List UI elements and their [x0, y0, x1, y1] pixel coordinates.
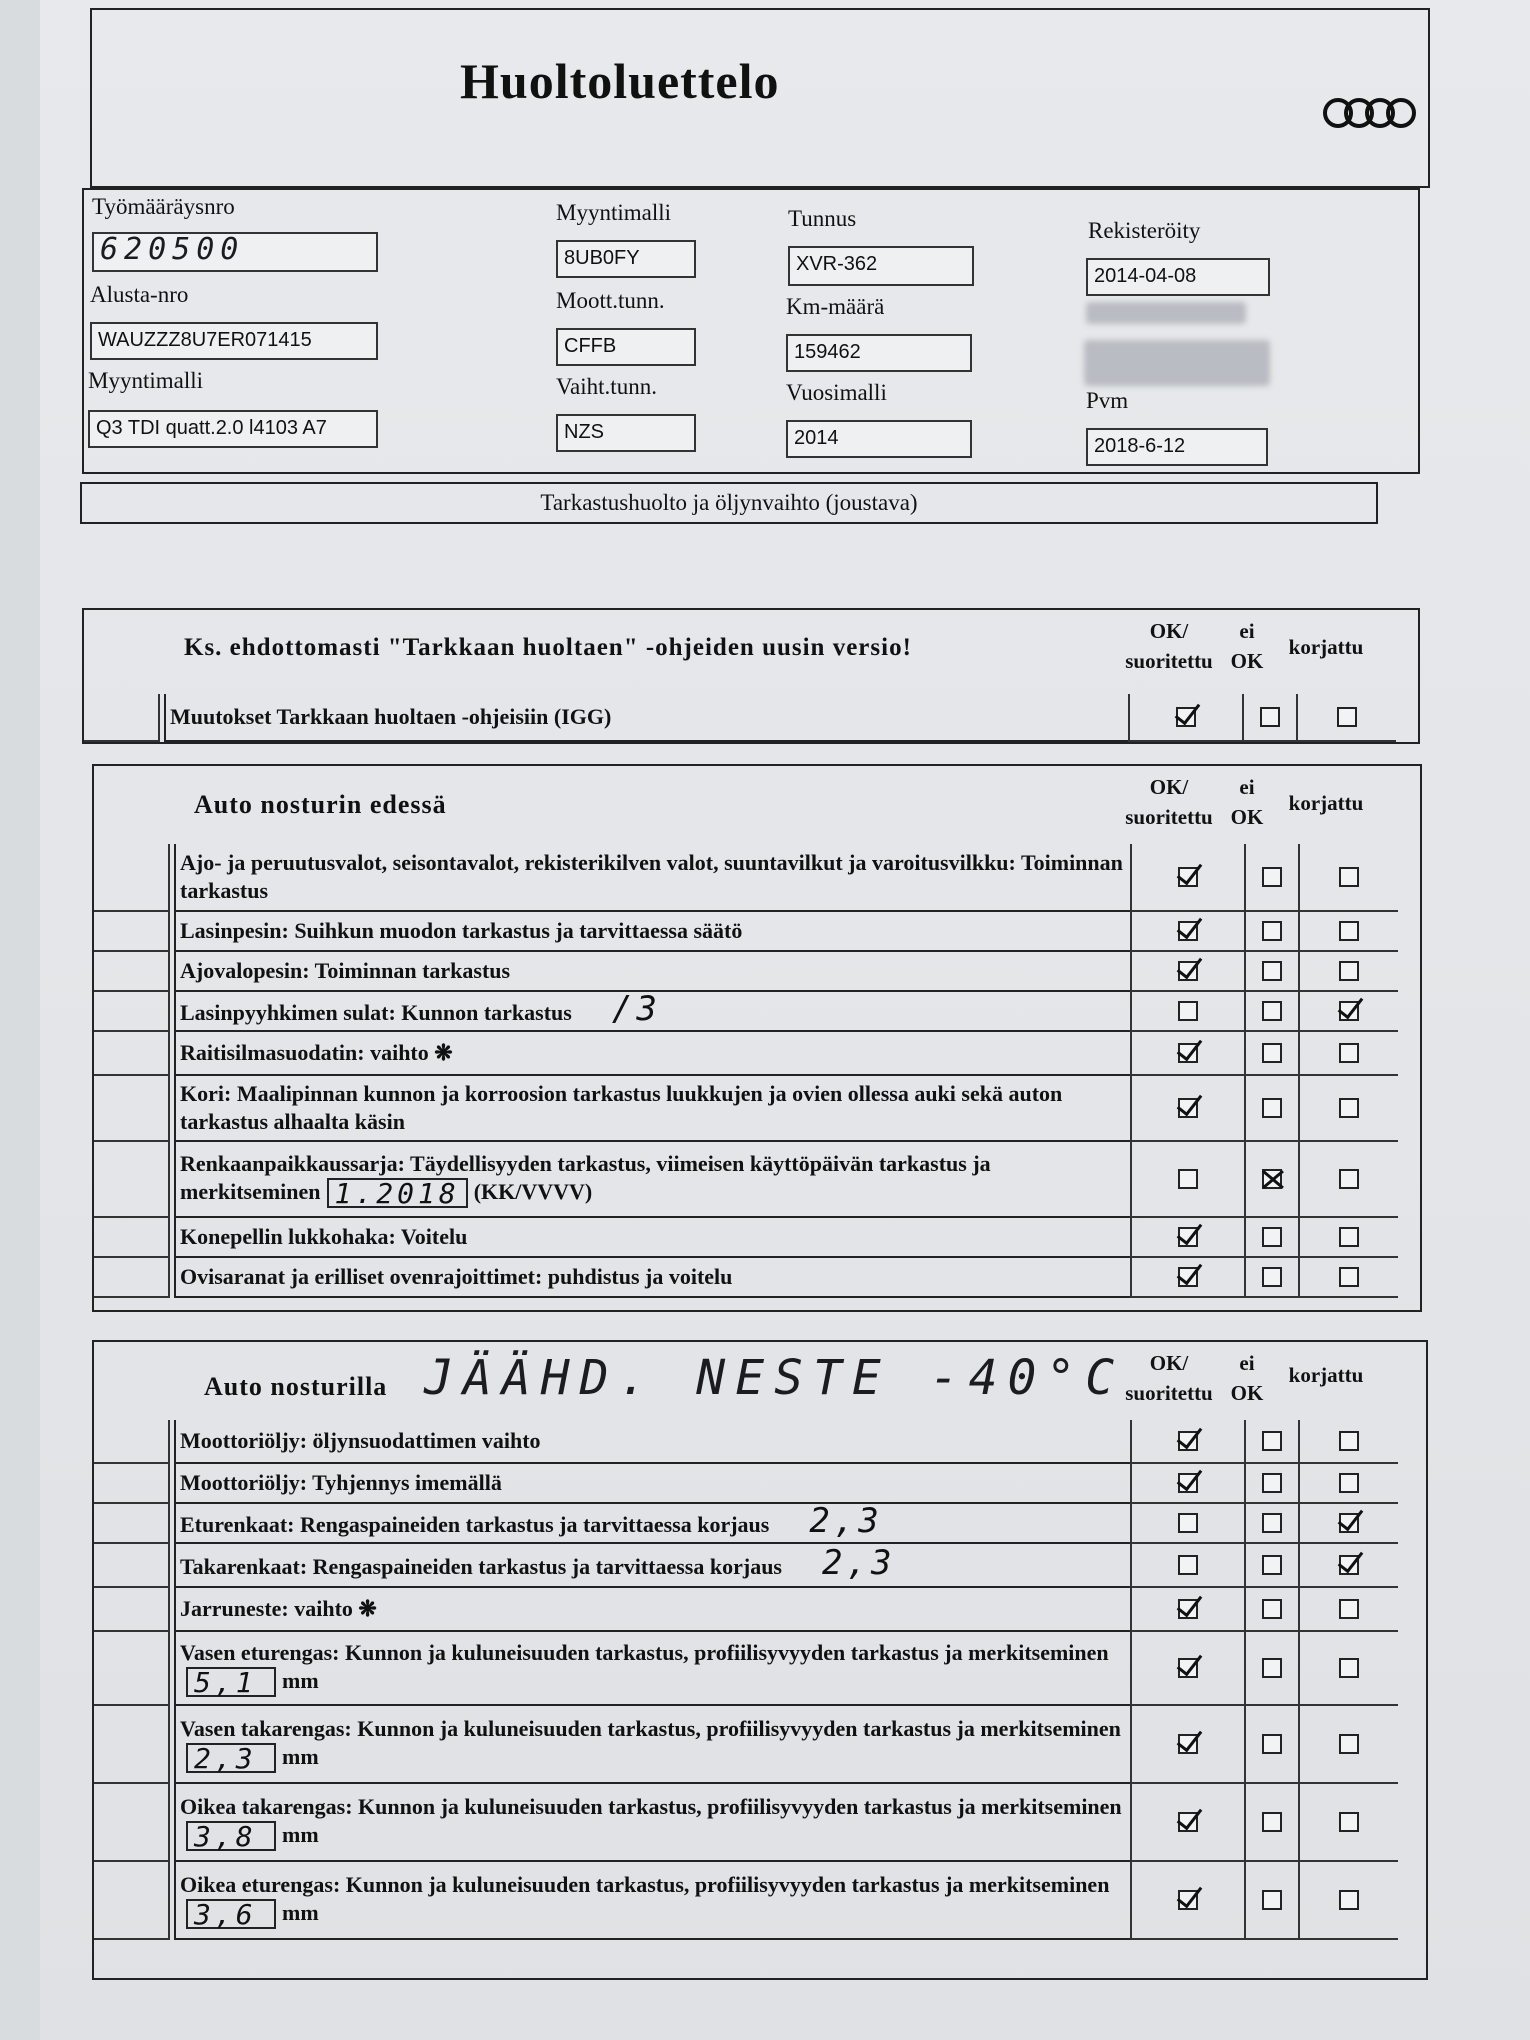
- korjattu-checkbox[interactable]: [1339, 1555, 1359, 1575]
- ei-ok-checkbox[interactable]: [1262, 1555, 1282, 1575]
- ok-checkbox[interactable]: [1178, 1043, 1198, 1063]
- col-ei-ok-header: ei OK: [1230, 1351, 1264, 1405]
- korjattu-checkbox[interactable]: [1339, 1267, 1359, 1287]
- ok-checkbox[interactable]: [1178, 961, 1198, 981]
- ei-ok-checkbox[interactable]: [1262, 1473, 1282, 1493]
- rekisteroity-label: Rekisteröity: [1088, 218, 1201, 243]
- ei-ok-checkbox[interactable]: [1262, 1001, 1282, 1021]
- service-sheet: [40, 0, 1530, 2040]
- moott-tunn-label: Moott.tunn.: [556, 288, 665, 313]
- checklist-row: [94, 952, 1420, 992]
- ei-ok-checkbox[interactable]: [1262, 867, 1282, 887]
- ok-checkbox[interactable]: [1178, 1431, 1198, 1451]
- row-text: Kori: Maalipinnan kunnon ja korroosion tarkastus luukkujen ja ovien ollessa auki sekä auton tarkastus alhaalta käsin: [174, 1076, 1130, 1142]
- ei-ok-checkbox[interactable]: [1262, 1734, 1282, 1754]
- row-text: Takarenkaat: Rengaspaineiden tarkastus ja tarvittaessa korjaus 2,3: [174, 1544, 1130, 1588]
- handwritten-note: JÄÄHD. NESTE -40°C: [424, 1350, 1125, 1406]
- section-heading: Ks. ehdottomasti "Tarkkaan huoltaen" -ohjeiden uusin versio!: [184, 634, 912, 661]
- ok-checkbox[interactable]: [1178, 1812, 1198, 1832]
- km-maara-value: 159462: [786, 334, 972, 372]
- unit-label: mm: [282, 1899, 319, 1925]
- korjattu-checkbox[interactable]: [1339, 1734, 1359, 1754]
- handwritten-note: /3: [611, 989, 661, 1029]
- ei-ok-checkbox[interactable]: [1262, 1431, 1282, 1451]
- ok-checkbox[interactable]: [1178, 1555, 1198, 1575]
- col-ok-header: OK/ suoritettu: [1125, 1351, 1213, 1405]
- ok-checkbox[interactable]: [1176, 707, 1196, 727]
- tyomaaraysnro-label: Työmääräysnro: [92, 194, 235, 219]
- tunnus-label: Tunnus: [788, 206, 857, 231]
- row-text: Ovisaranat ja erilliset ovenrajoittimet: puhdistus ja voitelu: [174, 1258, 1130, 1298]
- checklist-row: [94, 844, 1420, 912]
- pvm-label: Pvm: [1086, 388, 1129, 413]
- row-text: Moottoriöljy: öljynsuodattimen vaihto: [174, 1420, 1130, 1464]
- checklist-row: [94, 1420, 1420, 1464]
- ok-checkbox[interactable]: [1178, 921, 1198, 941]
- ok-checkbox[interactable]: [1178, 1098, 1198, 1118]
- row-text: Oikea eturengas: Kunnon ja kuluneisuuden tarkastus, profiilisyvyyden tarkastus ja merkitseminen3,6 mm: [174, 1862, 1130, 1940]
- korjattu-checkbox[interactable]: [1337, 707, 1357, 727]
- ok-checkbox[interactable]: [1178, 1169, 1198, 1189]
- ei-ok-checkbox[interactable]: [1260, 707, 1280, 727]
- handwritten-value-box: 3,6: [186, 1899, 276, 1929]
- korjattu-checkbox[interactable]: [1339, 1169, 1359, 1189]
- row-text: Jarruneste: vaihto ❋: [174, 1588, 1130, 1632]
- ok-checkbox[interactable]: [1178, 1473, 1198, 1493]
- vuosimalli-label: Vuosimalli: [786, 380, 887, 405]
- row-text: Lasinpyyhkimen sulat: Kunnon tarkastus /3: [174, 992, 1130, 1032]
- ei-ok-checkbox[interactable]: [1262, 1812, 1282, 1832]
- row-text: Ajo- ja peruutusvalot, seisontavalot, rekisterikilven valot, suuntavilkut ja varoitusvilkku: Toiminnan tarkastus: [174, 844, 1130, 912]
- korjattu-checkbox[interactable]: [1339, 1043, 1359, 1063]
- row-text: Konepellin lukkohaka: Voitelu: [174, 1218, 1130, 1258]
- checklist-row: [94, 912, 1420, 952]
- alusta-nro-label: Alusta-nro: [90, 282, 189, 307]
- tyomaaraysnro-value: 620500: [92, 232, 378, 272]
- row-text: Ajovalopesin: Toiminnan tarkastus: [174, 952, 1130, 992]
- km-maara-label: Km-määrä: [786, 294, 885, 319]
- row-text: Oikea takarengas: Kunnon ja kuluneisuuden tarkastus, profiilisyvyyden tarkastus ja merkitseminen3,8 mm: [174, 1784, 1130, 1862]
- row-text: Muutokset Tarkkaan huoltaen -ohjeisiin (IGG): [164, 694, 1128, 742]
- myyntimalli-label: Myyntimalli: [88, 368, 203, 393]
- korjattu-checkbox[interactable]: [1339, 1513, 1359, 1533]
- ei-ok-checkbox[interactable]: [1262, 1890, 1282, 1910]
- checklist-row: [94, 1862, 1420, 1940]
- col-ei-ok-header: ei OK: [1230, 775, 1264, 829]
- ei-ok-checkbox[interactable]: [1262, 1513, 1282, 1533]
- korjattu-checkbox[interactable]: [1339, 1098, 1359, 1118]
- checklist-row: [94, 1142, 1420, 1218]
- ok-checkbox[interactable]: [1178, 1513, 1198, 1533]
- unit-label: mm: [282, 1667, 319, 1693]
- moott-tunn-value: CFFB: [556, 328, 696, 366]
- ok-checkbox[interactable]: [1178, 1890, 1198, 1910]
- col-korjattu-header: korjattu: [1288, 1363, 1364, 1387]
- ei-ok-checkbox[interactable]: [1262, 1599, 1282, 1619]
- section-before-lift: [92, 764, 1422, 1312]
- row-text: Vasen takarengas: Kunnon ja kuluneisuuden tarkastus, profiilisyvyyden tarkastus ja merkitseminen2,3 mm: [174, 1706, 1130, 1784]
- ei-ok-checkbox[interactable]: [1262, 961, 1282, 981]
- col-ok-header: OK/ suoritettu: [1125, 619, 1213, 673]
- checklist-row: [94, 1464, 1420, 1504]
- col-ei-ok-header: ei OK: [1230, 619, 1264, 673]
- redacted-field: [1086, 302, 1246, 324]
- alusta-nro-value: WAUZZZ8U7ER071415: [90, 322, 378, 360]
- korjattu-checkbox[interactable]: [1339, 1473, 1359, 1493]
- tunnus-value: XVR-362: [788, 246, 974, 286]
- unit-label: (KK/VVVV): [473, 1178, 593, 1204]
- ok-checkbox[interactable]: [1178, 1267, 1198, 1287]
- ei-ok-checkbox[interactable]: [1262, 1169, 1282, 1189]
- checklist-row: [94, 989, 1420, 1032]
- col-korjattu-header: korjattu: [1288, 791, 1364, 815]
- audi-logo-icon: [1322, 96, 1418, 130]
- myyntimalli-value: Q3 TDI quatt.2.0 l4103 A7: [88, 410, 378, 448]
- korjattu-checkbox[interactable]: [1339, 961, 1359, 981]
- ei-ok-checkbox[interactable]: [1262, 1227, 1282, 1247]
- checklist-row: [94, 1632, 1420, 1706]
- korjattu-checkbox[interactable]: [1339, 1431, 1359, 1451]
- korjattu-checkbox[interactable]: [1339, 921, 1359, 941]
- pvm-value: 2018-6-12: [1086, 428, 1268, 466]
- myyntimalli-code-value: 8UB0FY: [556, 240, 696, 278]
- row-text: Vasen eturengas: Kunnon ja kuluneisuuden tarkastus, profiilisyvyyden tarkastus ja merkitseminen5,1 mm: [174, 1632, 1130, 1706]
- section-on-lift: [92, 1340, 1428, 1980]
- ok-checkbox[interactable]: [1178, 1599, 1198, 1619]
- handwritten-note: 2,3: [809, 1501, 883, 1541]
- vaiht-tunn-label: Vaiht.tunn.: [556, 374, 657, 399]
- handwritten-value-box: 5,1: [186, 1667, 276, 1697]
- section-heading: Auto nosturilla: [204, 1372, 388, 1401]
- section-heading: Auto nosturin edessä: [194, 790, 447, 819]
- korjattu-checkbox[interactable]: [1339, 1599, 1359, 1619]
- section-instructions: [82, 608, 1420, 744]
- korjattu-checkbox[interactable]: [1339, 1001, 1359, 1021]
- checklist-row: [94, 1706, 1420, 1784]
- unit-label: mm: [282, 1743, 319, 1769]
- row-text: Moottoriöljy: Tyhjennys imemällä: [174, 1464, 1130, 1504]
- ei-ok-checkbox[interactable]: [1262, 1658, 1282, 1678]
- ei-ok-checkbox[interactable]: [1262, 1267, 1282, 1287]
- page-title: Huoltoluettelo: [460, 53, 780, 109]
- checklist-row: [94, 1501, 1420, 1544]
- service-type-banner: Tarkastushuolto ja öljynvaihto (joustava): [80, 482, 1378, 524]
- handwritten-value-box: 2,3: [186, 1743, 276, 1773]
- col-ok-header: OK/ suoritettu: [1125, 775, 1213, 829]
- checklist-row: [94, 1588, 1420, 1632]
- checklist-row: [94, 1544, 1420, 1588]
- vaiht-tunn-value: NZS: [556, 414, 696, 452]
- ok-checkbox[interactable]: [1178, 1734, 1198, 1754]
- row-text: Raitisilmasuodatin: vaihto ❋: [174, 1032, 1130, 1076]
- korjattu-checkbox[interactable]: [1339, 1227, 1359, 1247]
- korjattu-checkbox[interactable]: [1339, 1812, 1359, 1832]
- row-text: Lasinpesin: Suihkun muodon tarkastus ja tarvittaessa säätö: [174, 912, 1130, 952]
- korjattu-checkbox[interactable]: [1339, 867, 1359, 887]
- checklist-row: [94, 1784, 1420, 1862]
- checklist-row: [94, 1258, 1420, 1298]
- checklist-row: [94, 1218, 1420, 1258]
- unit-label: mm: [282, 1821, 319, 1847]
- ei-ok-checkbox[interactable]: [1262, 1043, 1282, 1063]
- handwritten-note: 2,3: [822, 1543, 896, 1583]
- ei-ok-checkbox[interactable]: [1262, 921, 1282, 941]
- handwritten-value-box: 1.2018: [327, 1178, 468, 1208]
- myyntimalli-code-label: Myyntimalli: [556, 200, 671, 225]
- ok-checkbox[interactable]: [1178, 1001, 1198, 1021]
- korjattu-checkbox[interactable]: [1339, 1658, 1359, 1678]
- vuosimalli-value: 2014: [786, 420, 972, 458]
- redacted-field: [1084, 340, 1270, 386]
- col-korjattu-header: korjattu: [1288, 635, 1364, 659]
- row-text: Renkaanpaikkaussarja: Täydellisyyden tarkastus, viimeisen käyttöpäivän tarkastus ja merkitseminen 1.2018 (KK/VVVV): [174, 1142, 1130, 1218]
- ok-checkbox[interactable]: [1178, 1227, 1198, 1247]
- ei-ok-checkbox[interactable]: [1262, 1098, 1282, 1118]
- korjattu-checkbox[interactable]: [1339, 1890, 1359, 1910]
- handwritten-value-box: 3,8: [186, 1821, 276, 1851]
- checklist-row: [94, 1032, 1420, 1076]
- rekisteroity-value: 2014-04-08: [1086, 258, 1270, 296]
- checklist-row: [84, 694, 1418, 742]
- ok-checkbox[interactable]: [1178, 1658, 1198, 1678]
- row-text: Eturenkaat: Rengaspaineiden tarkastus ja tarvittaessa korjaus 2,3: [174, 1504, 1130, 1544]
- checklist-row: [94, 1076, 1420, 1142]
- ok-checkbox[interactable]: [1178, 867, 1198, 887]
